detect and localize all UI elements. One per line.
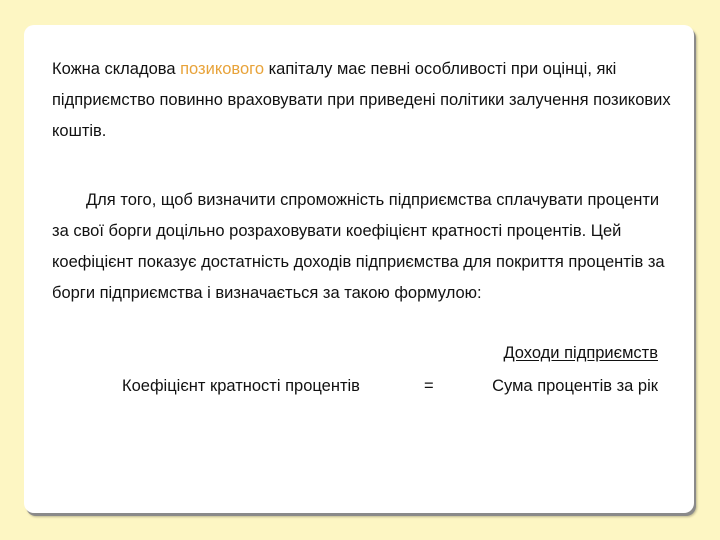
highlighted-term: позикового bbox=[180, 60, 265, 78]
intro-paragraph bbox=[52, 54, 672, 147]
formula-name: Коефіцієнт кратності процентів bbox=[122, 377, 360, 395]
formula-denominator: Сума процентів за рік bbox=[492, 377, 658, 395]
intro-text-before: Кожна складова bbox=[52, 60, 181, 78]
intro-text-after: капіталу має певні особливості при оцінці, які підприємство повинно враховувати при приведені політики залучення позикових коштів. bbox=[52, 60, 671, 140]
formula-equals-sign: = bbox=[424, 377, 434, 395]
formula-numerator: Доходи підприємств bbox=[503, 344, 658, 362]
explanation-paragraph: Для того, щоб визначити спроможність підприємства сплачувати проценти за свої борги доцільно розраховувати коефіцієнт кратності процентів. Цей коефіцієнт показує достатність доходів підприємства для покриття процентів за борги підприємства і визначається за такою формулою: bbox=[52, 191, 665, 302]
